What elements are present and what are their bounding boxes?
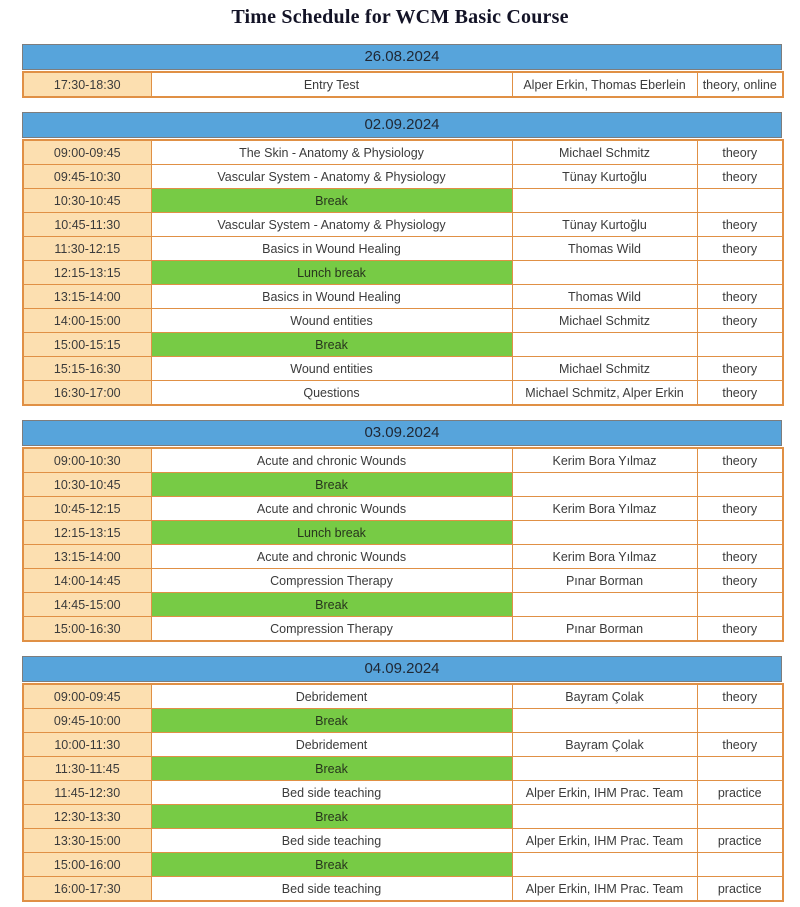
break-cell: Lunch break (151, 521, 512, 545)
schedule-row (23, 709, 783, 733)
break-cell: Lunch break (151, 261, 512, 285)
schedule-row (23, 473, 783, 497)
speaker-cell (512, 805, 697, 829)
day-date: 03.09.2024 (364, 424, 440, 441)
topic-cell: Bed side teaching (151, 781, 512, 805)
schedule-row (23, 140, 783, 165)
time-cell: 09:00-09:45 (23, 140, 151, 165)
day-header (22, 656, 782, 682)
speaker-cell: Michael Schmitz (512, 357, 697, 381)
day-date: 26.08.2024 (364, 48, 440, 65)
day-table-body (23, 684, 783, 901)
time-cell: 14:00-15:00 (23, 309, 151, 333)
topic-cell: Questions (151, 381, 512, 406)
speaker-cell: Bayram Çolak (512, 684, 697, 709)
type-cell: theory, online (697, 72, 783, 97)
type-cell (697, 709, 783, 733)
break-cell: Break (151, 593, 512, 617)
speaker-cell: Kerim Bora Yılmaz (512, 497, 697, 521)
type-cell: theory (697, 448, 783, 473)
day-table (22, 139, 784, 406)
schedule-row (23, 593, 783, 617)
break-cell: Break (151, 805, 512, 829)
schedule-row (23, 309, 783, 333)
day-table-body (23, 448, 783, 641)
speaker-cell: Pınar Borman (512, 569, 697, 593)
time-cell: 12:15-13:15 (23, 261, 151, 285)
schedule-row (23, 757, 783, 781)
speaker-cell: Michael Schmitz (512, 309, 697, 333)
topic-cell: Vascular System - Anatomy & Physiology (151, 165, 512, 189)
type-cell: theory (697, 733, 783, 757)
type-cell (697, 521, 783, 545)
speaker-cell (512, 853, 697, 877)
type-cell: theory (697, 569, 783, 593)
type-cell: theory (697, 309, 783, 333)
speaker-cell (512, 473, 697, 497)
type-cell (697, 189, 783, 213)
schedule-row (23, 357, 783, 381)
schedule-row (23, 448, 783, 473)
schedule-row (23, 521, 783, 545)
schedule-row (23, 497, 783, 521)
time-cell: 11:30-12:15 (23, 237, 151, 261)
speaker-cell (512, 593, 697, 617)
type-cell (697, 805, 783, 829)
time-cell: 13:30-15:00 (23, 829, 151, 853)
schedule-row (23, 877, 783, 902)
type-cell: theory (697, 237, 783, 261)
time-cell: 14:45-15:00 (23, 593, 151, 617)
break-cell: Break (151, 853, 512, 877)
time-cell: 13:15-14:00 (23, 285, 151, 309)
break-cell: Break (151, 189, 512, 213)
speaker-cell: Pınar Borman (512, 617, 697, 642)
speaker-cell: Bayram Çolak (512, 733, 697, 757)
time-cell: 12:30-13:30 (23, 805, 151, 829)
schedule-row (23, 189, 783, 213)
speaker-cell: Alper Erkin, Thomas Eberlein (512, 72, 697, 97)
day-header (22, 44, 782, 70)
time-cell: 16:30-17:00 (23, 381, 151, 406)
time-cell: 10:45-11:30 (23, 213, 151, 237)
day-section-04.09.2024 (22, 656, 782, 902)
type-cell: theory (697, 357, 783, 381)
speaker-cell (512, 521, 697, 545)
topic-cell: Debridement (151, 684, 512, 709)
schedule-row (23, 333, 783, 357)
type-cell: theory (697, 684, 783, 709)
time-cell: 09:45-10:00 (23, 709, 151, 733)
speaker-cell: Michael Schmitz (512, 140, 697, 165)
topic-cell: Acute and chronic Wounds (151, 545, 512, 569)
time-cell: 11:45-12:30 (23, 781, 151, 805)
type-cell (697, 473, 783, 497)
topic-cell: Wound entities (151, 357, 512, 381)
speaker-cell: Thomas Wild (512, 285, 697, 309)
time-cell: 10:30-10:45 (23, 189, 151, 213)
day-table-body (23, 72, 783, 97)
schedule-row (23, 381, 783, 406)
speaker-cell: Michael Schmitz, Alper Erkin (512, 381, 697, 406)
schedule-row (23, 261, 783, 285)
day-table (22, 71, 784, 98)
topic-cell: Debridement (151, 733, 512, 757)
day-section-02.09.2024 (22, 112, 782, 406)
schedule-row (23, 165, 783, 189)
time-cell: 15:00-16:30 (23, 617, 151, 642)
topic-cell: Vascular System - Anatomy & Physiology (151, 213, 512, 237)
day-table (22, 683, 784, 902)
day-section-03.09.2024 (22, 420, 782, 642)
schedule-row (23, 545, 783, 569)
time-cell: 14:00-14:45 (23, 569, 151, 593)
type-cell: theory (697, 165, 783, 189)
type-cell: practice (697, 829, 783, 853)
speaker-cell (512, 709, 697, 733)
schedule-row (23, 733, 783, 757)
time-cell: 15:00-15:15 (23, 333, 151, 357)
speaker-cell (512, 333, 697, 357)
day-header (22, 420, 782, 446)
time-cell: 10:45-12:15 (23, 497, 151, 521)
day-header (22, 112, 782, 138)
topic-cell: The Skin - Anatomy & Physiology (151, 140, 512, 165)
time-cell: 15:00-16:00 (23, 853, 151, 877)
type-cell: theory (697, 285, 783, 309)
time-cell: 12:15-13:15 (23, 521, 151, 545)
time-cell: 09:45-10:30 (23, 165, 151, 189)
speaker-cell (512, 261, 697, 285)
time-cell: 13:15-14:00 (23, 545, 151, 569)
topic-cell: Compression Therapy (151, 569, 512, 593)
type-cell: practice (697, 877, 783, 902)
day-section-26.08.2024 (22, 44, 782, 98)
speaker-cell: Kerim Bora Yılmaz (512, 545, 697, 569)
topic-cell: Bed side teaching (151, 829, 512, 853)
time-cell: 17:30-18:30 (23, 72, 151, 97)
type-cell: theory (697, 617, 783, 642)
break-cell: Break (151, 333, 512, 357)
type-cell (697, 593, 783, 617)
topic-cell: Acute and chronic Wounds (151, 448, 512, 473)
schedule (0, 44, 800, 902)
time-cell: 16:00-17:30 (23, 877, 151, 902)
topic-cell: Basics in Wound Healing (151, 237, 512, 261)
type-cell: theory (697, 545, 783, 569)
time-cell: 10:30-10:45 (23, 473, 151, 497)
time-cell: 09:00-10:30 (23, 448, 151, 473)
day-table (22, 447, 784, 642)
day-date: 02.09.2024 (364, 116, 440, 133)
day-table-body (23, 140, 783, 405)
break-cell: Break (151, 473, 512, 497)
time-cell: 09:00-09:45 (23, 684, 151, 709)
speaker-cell: Alper Erkin, IHM Prac. Team (512, 781, 697, 805)
schedule-row (23, 72, 783, 97)
type-cell: practice (697, 781, 783, 805)
type-cell (697, 333, 783, 357)
speaker-cell (512, 757, 697, 781)
schedule-row (23, 781, 783, 805)
type-cell (697, 261, 783, 285)
schedule-row (23, 569, 783, 593)
time-cell: 10:00-11:30 (23, 733, 151, 757)
type-cell (697, 853, 783, 877)
time-cell: 11:30-11:45 (23, 757, 151, 781)
speaker-cell: Alper Erkin, IHM Prac. Team (512, 829, 697, 853)
schedule-row (23, 285, 783, 309)
speaker-cell: Kerim Bora Yılmaz (512, 448, 697, 473)
speaker-cell: Tünay Kurtoğlu (512, 165, 697, 189)
page-title: Time Schedule for WCM Basic Course (231, 6, 569, 28)
break-cell: Break (151, 709, 512, 733)
speaker-cell: Thomas Wild (512, 237, 697, 261)
schedule-row (23, 617, 783, 642)
topic-cell: Entry Test (151, 72, 512, 97)
schedule-row (23, 237, 783, 261)
topic-cell: Acute and chronic Wounds (151, 497, 512, 521)
break-cell: Break (151, 757, 512, 781)
type-cell: theory (697, 497, 783, 521)
schedule-row (23, 213, 783, 237)
schedule-row (23, 853, 783, 877)
speaker-cell: Alper Erkin, IHM Prac. Team (512, 877, 697, 902)
day-date: 04.09.2024 (364, 660, 440, 677)
schedule-row (23, 684, 783, 709)
speaker-cell (512, 189, 697, 213)
schedule-row (23, 829, 783, 853)
time-cell: 15:15-16:30 (23, 357, 151, 381)
topic-cell: Wound entities (151, 309, 512, 333)
topic-cell: Bed side teaching (151, 877, 512, 902)
type-cell: theory (697, 213, 783, 237)
topic-cell: Compression Therapy (151, 617, 512, 642)
type-cell (697, 757, 783, 781)
schedule-row (23, 805, 783, 829)
topic-cell: Basics in Wound Healing (151, 285, 512, 309)
type-cell: theory (697, 140, 783, 165)
speaker-cell: Tünay Kurtoğlu (512, 213, 697, 237)
type-cell: theory (697, 381, 783, 406)
